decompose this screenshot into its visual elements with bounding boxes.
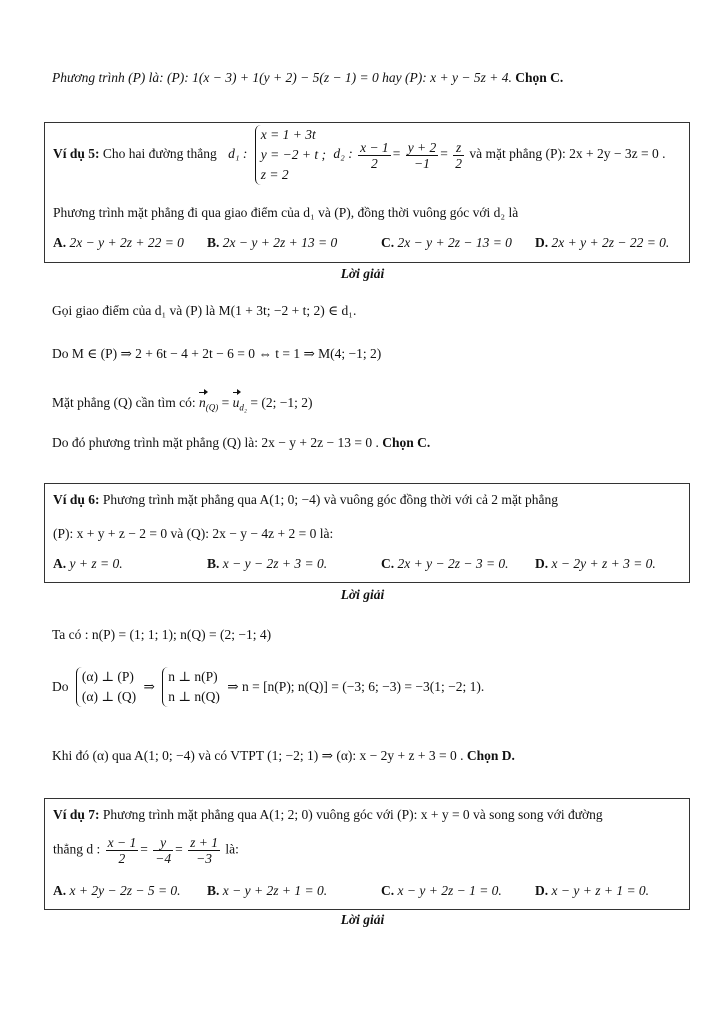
example-5-stem-a: Cho hai đường thẳng	[102, 146, 217, 162]
d1-line-1: x = 1 + 3t	[260, 127, 316, 142]
example-5-solution-heading: Lời giải	[340, 266, 385, 281]
d1-system	[255, 125, 326, 185]
example-6-stem-b: (P): x + y + z − 2 = 0 và (Q): 2x − y − 4z + 2 = 0 là:	[53, 526, 334, 541]
example-6-sol-3: Khi đó (α) qua A(1; 0; −4) và có VTPT (1; −2; 1) ⇒ (α): x − 2y + z + 3 = 0 . Chọn D.	[52, 748, 515, 763]
example-6-label: Ví dụ 6:	[53, 492, 100, 507]
example-5-box	[44, 122, 690, 263]
example-6-choice-c: C. 2x + y − 2z − 3 = 0.	[381, 556, 509, 571]
d-frac-2: $\frac{y}{-4}$	[155, 835, 172, 866]
example-6-sol-1: Ta có : n(P) = (1; 1; 1); n(Q) = (2; −1; 4)	[52, 627, 272, 642]
example-6-sol-2: Do (α) ⊥ (P) (α) ⊥ (Q) ⇒ n ⊥ n(P) n ⊥ n(Q) ⇒ n = [n(P); n(Q)] = (−3; 6; −3) = −3(1; −2; 1).	[52, 667, 484, 707]
d2-frac-1: $\frac{x - 1}{2}$	[360, 139, 389, 171]
example-6-stem-a: Ví dụ 6: Phương trình mặt phẳng qua A(1; 0; −4) và vuông góc đồng thời với cả 2 mặt phẳng	[53, 492, 559, 507]
d-frac-1: $\frac{x - 1}{2}$	[107, 835, 137, 866]
example-6-choice-a: A. y + z = 0.	[53, 556, 123, 571]
example-7-label: Ví dụ 7:	[53, 807, 100, 822]
example-6-box	[44, 483, 690, 583]
example-7-stem-a: Ví dụ 7: Phương trình mặt phẳng qua A(1; 2; 0) vuông góc với (P): x + y = 0 và song song với đường	[53, 807, 603, 822]
example-7-box	[44, 798, 690, 910]
d1-line-3: z = 2	[260, 167, 289, 182]
example-7-solution-heading: Lời giải	[340, 912, 385, 927]
intro-line	[52, 70, 563, 86]
example-6-choice-b: B. x − y − 2z + 3 = 0.	[207, 556, 328, 571]
example-7-stem-b: thẳng d : $\frac{x - 1}{2}$ = $\frac{y}{-4}$ = $\frac{z + 1}{-3}$ là:	[53, 835, 239, 866]
perpendicular-system: (α) ⊥ (P) (α) ⊥ (Q)	[76, 667, 136, 707]
example-5-sol-1: Gọi giao điểm của d₁ và (P) là M(1 + 3t; −2 + t; 2) ∈ d₁.	[52, 303, 357, 318]
example-5-sol-2: Do M ∈ (P) ⇒ 2 + 6t − 4 + 2t − 6 = 0 ⇔ t = 1 ⇒ M(4; −1; 2)	[52, 346, 382, 361]
example-7-choice-c: C. x − y + 2z − 1 = 0.	[381, 883, 502, 898]
d1-line-2: y = −2 + t ;	[260, 147, 326, 162]
example-5-choice-c: C. 2x − y + 2z − 13 = 0	[381, 235, 512, 250]
example-5-stem-b: và mặt phẳng (P): 2x + 2y − 3z = 0 .	[469, 146, 666, 162]
example-7-choice-a: A. x + 2y − 2z − 5 = 0.	[53, 883, 181, 898]
example-5-choice-a: A. 2x − y + 2z + 22 = 0	[53, 235, 184, 250]
direction-vector-d2: u	[233, 390, 240, 411]
normal-vector-q: n	[199, 390, 206, 411]
d2-name: d₂ :	[333, 146, 353, 162]
example-6-choice-d: D. x − 2y + z + 3 = 0.	[535, 556, 656, 571]
example-5-label: Ví dụ 5:	[53, 146, 100, 162]
d1-name: d₁ :	[228, 146, 248, 162]
d-frac-3: $\frac{z + 1}{-3}$	[190, 835, 218, 866]
d2-frac-3: $\frac{z}{2}$	[455, 139, 463, 171]
example-5-stem: Ví dụ 5: Cho hai đường thẳng d₁ : x = 1 + 3t y = −2 + t ; z = 2 d₂ : $\frac{x - 1}{2}$ = $\frac{y + 2}{-1}$ = $\frac{z}{2}$ và mặt phẳng (P): 2x + 2y − 3z = 0 .	[53, 125, 665, 185]
example-7-choice-b: B. x − y + 2z + 1 = 0.	[207, 883, 328, 898]
example-6-solution-heading: Lời giải	[340, 587, 385, 602]
example-7-choice-d: D. x − y + z + 1 = 0.	[535, 883, 650, 898]
d2-frac-2: $\frac{y + 2}{-1}$	[407, 139, 437, 171]
example-5-sol-4: Do đó phương trình mặt phẳng (Q) là: 2x − y + 2z − 13 = 0 . Chọn C.	[52, 435, 431, 450]
normal-system: n ⊥ n(P) n ⊥ n(Q)	[162, 667, 220, 707]
example-5-choice-b: B. 2x − y + 2z + 13 = 0	[207, 235, 338, 250]
intro-answer: Chọn C.	[515, 70, 564, 85]
example-5-sol-3: Mặt phẳng (Q) cần tìm có: $n_{(Q)} = u_{d_2} = (2$; −1; 2)	[52, 390, 312, 413]
example-5-question: Phương trình mặt phẳng đi qua giao điểm của d₁ và (P), đồng thời vuông góc với d₂ là	[53, 205, 519, 220]
example-5-answer: Chọn C.	[382, 435, 431, 450]
example-6-answer: Chọn D.	[466, 748, 515, 763]
intro-text: Phương trình (P) là: (P): 1(x − 3) + 1(y + 2) − 5(z − 1) = 0 hay (P): x + y − 5z + 4.	[52, 70, 512, 85]
example-5-choice-d: D. 2x + y + 2z − 22 = 0.	[535, 235, 670, 250]
